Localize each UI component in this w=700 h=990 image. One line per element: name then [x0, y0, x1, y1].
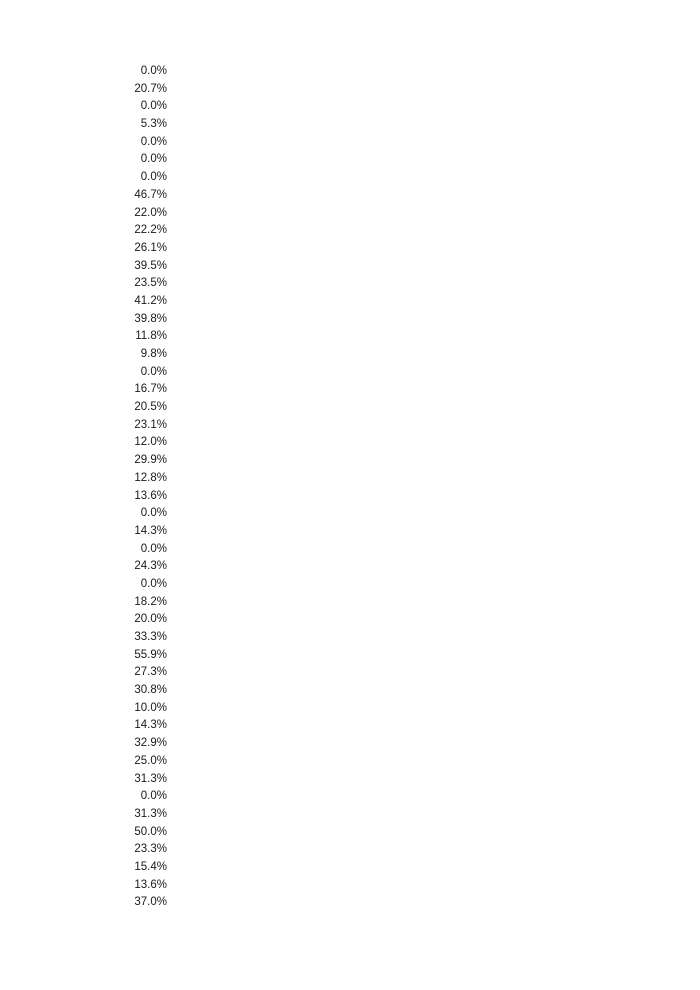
percentage-cell: 23.1% [134, 418, 167, 431]
percentage-cell: 33.3% [134, 631, 167, 643]
percentage-cell: 16.7% [134, 383, 167, 396]
percentage-cell: 26.1% [134, 241, 167, 254]
percentage-cell: 25.0% [134, 754, 167, 767]
percentage-cell: 9.8% [140, 348, 167, 360]
percentage-cell: 55.9% [134, 648, 167, 661]
percentage-cell: 50.0% [134, 825, 167, 838]
percentage-column [100, 63, 167, 912]
percentage-cell: 30.8% [134, 684, 167, 697]
percentage-cell: 14.3% [134, 719, 167, 732]
percentage-cell: 0.0% [140, 577, 167, 590]
percentage-cell: 37.0% [134, 896, 167, 909]
percentage-cell: 24.3% [134, 560, 167, 573]
percentage-cell: 12.8% [134, 471, 167, 484]
percentage-cell: 0.0% [140, 507, 167, 520]
percentage-cell: 39.8% [134, 312, 167, 325]
percentage-cell: 14.3% [134, 524, 167, 537]
percentage-cell: 12.0% [134, 436, 167, 449]
percentage-cell: 32.9% [134, 737, 167, 750]
percentage-cell: 39.5% [134, 259, 167, 272]
percentage-cell: 0.0% [140, 153, 167, 166]
percentage-cell: 23.5% [134, 277, 167, 290]
percentage-cell: 13.6% [134, 489, 167, 502]
percentage-cell: 29.9% [134, 454, 167, 467]
percentage-cell: 22.2% [134, 224, 167, 237]
percentage-cell: 27.3% [134, 666, 167, 679]
percentage-cell: 23.3% [134, 843, 167, 856]
percentage-cell: 0.0% [140, 365, 167, 378]
percentage-cell: 5.3% [140, 118, 167, 131]
percentage-cell: 22.0% [134, 206, 167, 219]
percentage-cell: 10.0% [134, 701, 167, 714]
percentage-cell: 0.0% [140, 171, 167, 184]
percentage-cell: 46.7% [134, 188, 167, 201]
percentage-cell: 41.2% [134, 294, 167, 307]
percentage-cell: 31.3% [134, 772, 167, 785]
percentage-cell: 20.5% [134, 401, 167, 414]
percentage-cell: 13.6% [134, 878, 167, 891]
percentage-cell: 18.2% [134, 595, 167, 608]
percentage-cell: 31.3% [134, 807, 167, 820]
percentage-cell: 0.0% [140, 135, 167, 148]
percentage-cell: 15.4% [134, 860, 167, 873]
percentage-cell: 0.0% [140, 790, 167, 803]
percentage-cell: 0.0% [140, 65, 167, 77]
percentage-cell: 0.0% [140, 542, 167, 555]
percentage-cell: 20.7% [134, 82, 167, 95]
percentage-cell: 11.8% [135, 330, 167, 343]
percentage-cell: 20.0% [134, 613, 167, 626]
percentage-cell: 0.0% [140, 100, 167, 113]
